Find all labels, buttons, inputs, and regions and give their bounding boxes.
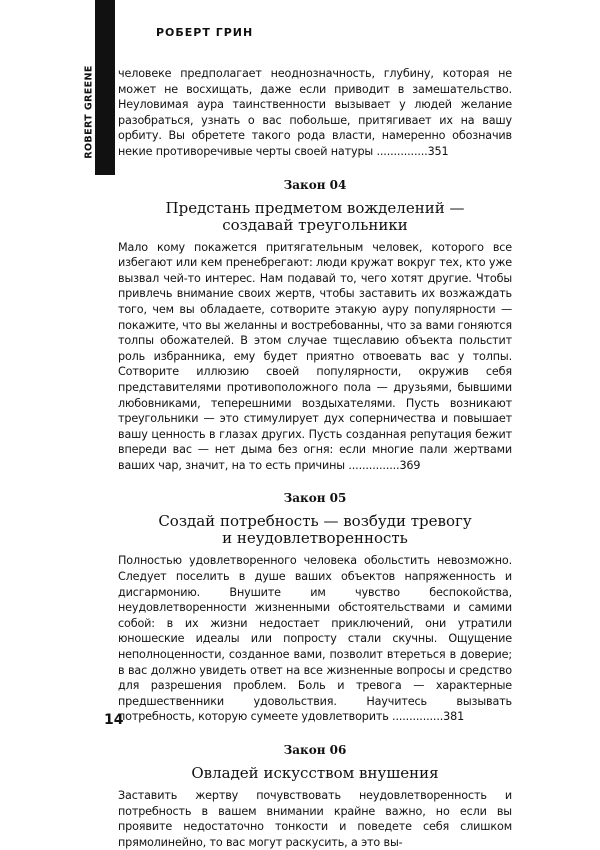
- law-04-text: Мало кому покажется притягательным человек, которого все избегают или кем пренебрегают: люди кружат вокруг тех, кто уже вызвал чей-то интерес. Нам подавай то, чего хотят другие. Чтобы привлечь внимание своих жертв, чтобы заставить их возжаждать того, чем вы обладаете, сотворите этакую ауру популярности — покажите, что вы желанны и востребованны, что за вами гоняются толпы обожателей. В этом случае тщеславию объекта польстит роль избранника, ему будет приятно отвоевать вас у толпы. Сотворите иллюзию своей популярности, окружив себя представителями противоположного пола — друзьями, бывшими любовниками, теперешними воздыхателями. Пусть возникают треугольники — это стимулирует дух соперничества и повышает вашу ценность в глазах других. Пусть созданная репутация бежит впереди вас — нет дыма без огня: если многие пали жертвами ваших чар, значит, на то есть причины ...............369: [118, 240, 512, 472]
- law-04-title: [118, 200, 512, 234]
- law-05-number: Закон 05: [283, 491, 347, 506]
- law-05-title: [118, 513, 512, 547]
- law-06-title: [118, 765, 512, 782]
- intro-paragraph: человеке предполагает неоднозначность, глубину, которая не может не восхищать, даже если приводит в замешательство. Неуловимая аура таинственности вызывает у людей желание разобраться, узнать о вас побольше, притягивает их на вашу орбиту. Вы обретете такого рода власти, намеренно обозначив некие противоречивые черты своей натуры ...............351: [118, 67, 512, 158]
- law-06-number: Закон 06: [283, 743, 347, 757]
- running-head-vertical: [80, 62, 98, 162]
- law-04-title-line-1: Предстань предметом вожделений —: [165, 198, 465, 217]
- author-name-latin: ROBERT GREENE: [83, 65, 95, 159]
- law-06-text: Заставить жертву почувствовать неудовлетворенность и потребность в вашем внимании крайне важно, но если вы проявите недостаточно тонкости и поведете себя слишком прямолинейно, то вас могут раскусить, а это вы-: [118, 789, 512, 849]
- law-04-title-line-2: создавай треугольники: [222, 215, 408, 234]
- running-head-bar: [95, 0, 115, 175]
- running-head-author: РОБЕРТ ГРИН: [156, 26, 254, 39]
- law-05-text: Полностью удовлетворенного человека обольстить невозможно. Следует поселить в душе ваших объектов напряженность и дисгармонию. Внушите им чувство беспокойства, неудовлетворенности жизненными обстоятельствами и самими собой: в их жизни недостает приключений, они утратили юношеские идеалы или попросту стали скучны. Ощущение неполноценности, созданное вами, позволит втереться в доверие; в вас должно увидеть ответ на все жизненные вопросы и средство для разрешения проблем. Боль и тревога — характерные предшественники удовольствия. Научитесь вызывать потребность, которую сумеете удовлетворить ...............381: [118, 554, 512, 724]
- law-05-title-line-1: Создай потребность — возбуди тревогу: [158, 512, 472, 531]
- page-number: 14: [104, 712, 124, 728]
- law-05-title-line-2: и неудовлетворенность: [222, 529, 408, 548]
- law-06-title-line-1: Овладей искусством внушения: [191, 764, 439, 782]
- page-body: [118, 66, 512, 850]
- law-04-number: Закон 04: [283, 177, 347, 192]
